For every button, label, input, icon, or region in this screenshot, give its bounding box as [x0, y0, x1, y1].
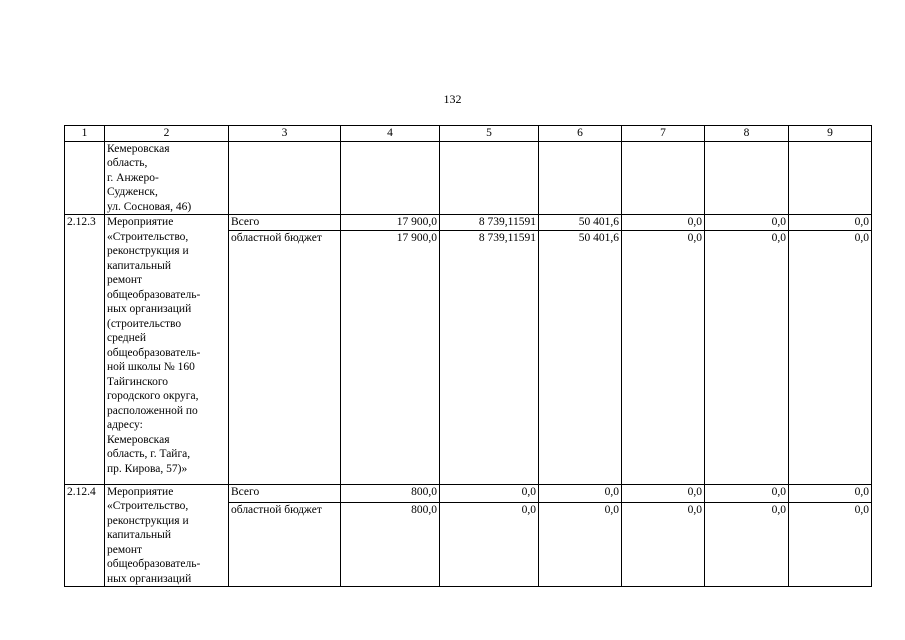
- value-col7: 0,0: [622, 230, 705, 484]
- header-cell-5: 5: [440, 126, 539, 142]
- table-row: [65, 484, 872, 503]
- source-label: областной бюджет: [229, 230, 341, 484]
- value-col5: 0,0: [440, 503, 539, 587]
- value-col9: 0,0: [789, 503, 872, 587]
- value-col8: 0,0: [705, 215, 789, 231]
- item-description: Мероприятие «Строительство, реконструкция и капитальный ремонт общеобразователь- ных организаций: [105, 484, 229, 587]
- continuation-description: Кемеровская область, г. Анжеро- Судженск, ул. Сосновая, 46): [105, 141, 229, 215]
- value-col7: 0,0: [622, 484, 705, 503]
- header-cell-6: 6: [539, 126, 622, 142]
- item-code: 2.12.3: [65, 215, 105, 485]
- value-col4: 17 900,0: [341, 215, 440, 231]
- source-label: Всего: [229, 484, 341, 503]
- header-cell-2: 2: [105, 126, 229, 142]
- header-cell-4: 4: [341, 126, 440, 142]
- header-cell-8: 8: [705, 126, 789, 142]
- page-number: 132: [443, 92, 462, 106]
- header-cell-3: 3: [229, 126, 341, 142]
- item-description: Мероприятие «Строительство, реконструкция и капитальный ремонт общеобразователь- ных организаций (строительство средней общеобразователь- ной школы № 160 Тайгинского городского округа, расположенной по адресу: Кемеровская область, г. Тайга, пр. Кирова, 57)»: [105, 215, 229, 485]
- value-col5: 0,0: [440, 484, 539, 503]
- value-col4: 800,0: [341, 503, 440, 587]
- value-col8: 0,0: [705, 484, 789, 503]
- value-col6: 50 401,6: [539, 230, 622, 484]
- value-col9: 0,0: [789, 484, 872, 503]
- header-cell-1: 1: [65, 126, 105, 142]
- source-label: Всего: [229, 215, 341, 231]
- value-col7: 0,0: [622, 215, 705, 231]
- value-col8: 0,0: [705, 230, 789, 484]
- item-code: 2.12.4: [65, 484, 105, 587]
- header-row: [65, 126, 872, 142]
- value-col6: 50 401,6: [539, 215, 622, 231]
- table-row: [65, 215, 872, 231]
- value-col6: 0,0: [539, 503, 622, 587]
- value-col8: 0,0: [705, 503, 789, 587]
- value-col9: 0,0: [789, 230, 872, 484]
- value-col9: 0,0: [789, 215, 872, 231]
- header-cell-7: 7: [622, 126, 705, 142]
- value-col5: 8 739,11591: [440, 230, 539, 484]
- header-cell-9: 9: [789, 126, 872, 142]
- continuation-row: [65, 141, 872, 215]
- value-col5: 8 739,11591: [440, 215, 539, 231]
- value-col6: 0,0: [539, 484, 622, 503]
- budget-table: [64, 125, 872, 587]
- value-col4: 800,0: [341, 484, 440, 503]
- continuation-code-cell: [65, 141, 105, 215]
- source-label: областной бюджет: [229, 503, 341, 587]
- value-col7: 0,0: [622, 503, 705, 587]
- value-col4: 17 900,0: [341, 230, 440, 484]
